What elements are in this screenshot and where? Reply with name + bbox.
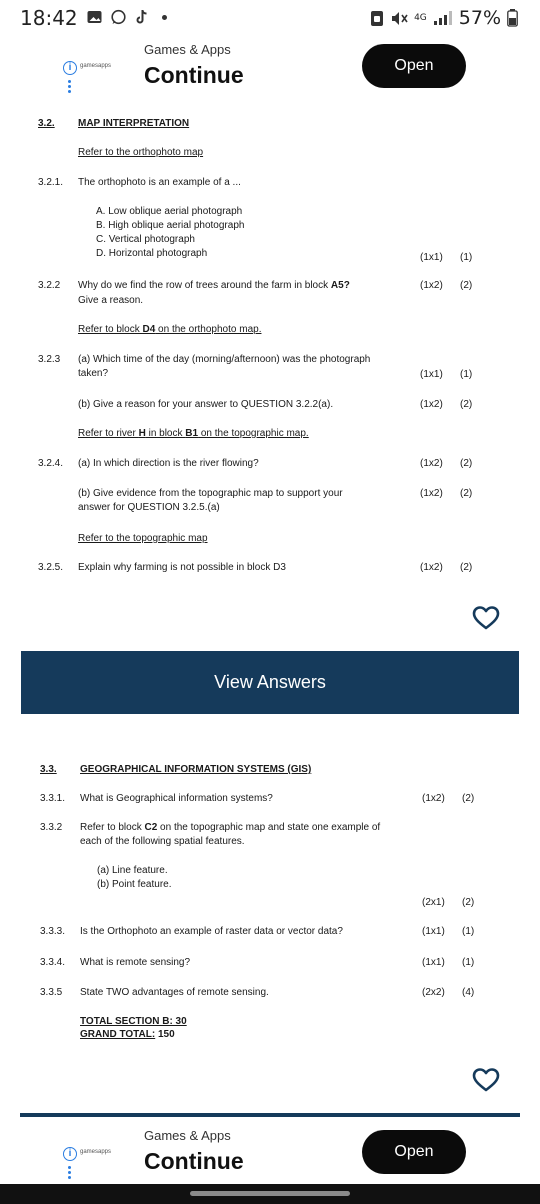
question-text-line2: taken? — [78, 368, 109, 379]
total-marks: (2) — [460, 399, 473, 410]
question-text: (b) Give a reason for your answer to QUESTION 3.2.2(a). — [78, 399, 334, 410]
view-answers-button[interactable]: View Answers — [21, 651, 519, 714]
total-marks: (1) — [460, 369, 473, 380]
lock-screen-icon — [370, 10, 384, 27]
total-marks: (2) — [462, 897, 475, 908]
question-number: 3.2.5. — [38, 562, 64, 573]
total-marks: (2) — [460, 562, 473, 573]
top-ad-banner[interactable] — [60, 34, 480, 98]
more-vertical-icon[interactable] — [68, 80, 71, 95]
ad-source: Games & Apps — [144, 42, 231, 57]
question-paper-section-3-3 — [20, 752, 520, 1052]
question-text: What is remote sensing? — [80, 957, 191, 968]
bottom-ad-banner[interactable] — [60, 1120, 480, 1184]
status-bar — [0, 0, 540, 34]
tiktok-icon — [134, 9, 151, 25]
sub-question-a: (a) Line feature. — [97, 865, 168, 876]
question-number: 3.2.2 — [38, 280, 61, 291]
refer-instruction: Refer to the orthophoto map — [78, 147, 204, 158]
section-title: MAP INTERPRETATION — [78, 118, 190, 129]
question-text: (a) Which time of the day (morning/afternoon) was the photograph — [78, 354, 371, 365]
question-text: What is Geographical information systems? — [80, 793, 273, 804]
option-a: A. Low oblique aerial photograph — [96, 206, 243, 217]
question-text: Refer to block C2 on the topographic map and state one example of — [80, 822, 381, 833]
question-number: 3.2.4. — [38, 458, 64, 469]
battery-percent: 57% — [458, 7, 501, 29]
option-c: C. Vertical photograph — [96, 234, 195, 245]
option-b: B. High oblique aerial photograph — [96, 220, 245, 231]
more-vertical-icon[interactable] — [68, 1166, 71, 1181]
battery-icon — [507, 9, 518, 27]
section-number: 3.2. — [38, 118, 55, 129]
question-text-line2: Give a reason. — [78, 295, 144, 306]
marks: (1x2) — [420, 458, 443, 469]
marks: (1x2) — [422, 793, 445, 804]
option-d: D. Horizontal photograph — [96, 248, 208, 259]
question-number: 3.2.3 — [38, 354, 61, 365]
question-text: The orthophoto is an example of a ... — [78, 177, 241, 188]
total-marks: (1) — [462, 926, 475, 937]
marks: (1x2) — [420, 562, 443, 573]
whatsapp-icon — [110, 9, 127, 25]
question-number: 3.3.2 — [40, 822, 63, 833]
navigation-bar — [0, 1184, 540, 1204]
total-section: TOTAL SECTION B: 30 — [80, 1016, 187, 1027]
section-number: 3.3. — [40, 764, 57, 775]
info-icon[interactable]: i — [63, 1147, 77, 1161]
notification-icons — [86, 9, 167, 25]
refer-instruction: Refer to block D4 on the orthophoto map. — [78, 324, 262, 335]
question-text: State TWO advantages of remote sensing. — [80, 987, 269, 998]
heart-outline-icon[interactable] — [472, 605, 500, 631]
status-time: 18:42 — [20, 6, 78, 30]
info-icon[interactable]: i — [63, 61, 77, 75]
total-marks: (2) — [462, 793, 475, 804]
adchoices-label: gamesapps — [80, 1149, 112, 1155]
heart-outline-icon[interactable] — [472, 1067, 500, 1093]
question-text-line2: each of the following spatial features. — [80, 836, 245, 847]
refer-instruction: Refer to river H in block B1 on the topographic map. — [78, 428, 309, 439]
question-number: 3.2.1. — [38, 177, 64, 188]
question-text: (a) In which direction is the river flowing? — [78, 458, 259, 469]
marks: (1x1) — [422, 926, 445, 937]
marks: (2x1) — [422, 897, 445, 908]
ad-source: Games & Apps — [144, 1128, 231, 1143]
marks: (1x1) — [420, 369, 443, 380]
question-number: 3.3.3. — [40, 926, 66, 937]
question-text-line2: answer for QUESTION 3.2.5.(a) — [78, 502, 220, 513]
question-paper-section-3-2 — [20, 112, 520, 582]
question-number: 3.3.4. — [40, 957, 66, 968]
total-marks: (4) — [462, 987, 475, 998]
gallery-icon — [86, 9, 103, 25]
status-right — [370, 7, 518, 29]
home-gesture-handle[interactable] — [190, 1191, 350, 1196]
question-number: 3.3.1. — [40, 793, 66, 804]
refer-instruction: Refer to the topographic map — [78, 533, 208, 544]
question-text: Why do we find the row of trees around the farm in block A5? — [78, 280, 350, 291]
marks: (1x1) — [420, 252, 443, 263]
total-marks: (2) — [460, 488, 473, 499]
marks: (1x2) — [420, 280, 443, 291]
ad-headline[interactable]: Continue — [144, 1148, 244, 1174]
grand-total: GRAND TOTAL: 150 — [80, 1029, 175, 1040]
network-type: 4G — [414, 12, 427, 23]
mute-icon — [390, 10, 408, 27]
marks: (1x1) — [422, 957, 445, 968]
section-title: GEOGRAPHICAL INFORMATION SYSTEMS (GIS) — [80, 764, 312, 775]
ad-headline[interactable]: Continue — [144, 62, 244, 88]
ad-open-button[interactable]: Open — [362, 44, 466, 88]
content-divider — [20, 1113, 520, 1117]
question-text: Explain why farming is not possible in block D3 — [78, 562, 286, 573]
total-marks: (2) — [460, 280, 473, 291]
signal-icon — [433, 10, 453, 26]
ad-open-button[interactable]: Open — [362, 1130, 466, 1174]
marks: (2x2) — [422, 987, 445, 998]
question-text: Is the Orthophoto an example of raster data or vector data? — [80, 926, 343, 937]
total-marks: (1) — [460, 252, 473, 263]
marks: (1x2) — [420, 488, 443, 499]
sub-question-b: (b) Point feature. — [97, 879, 172, 890]
more-notifications-dot — [162, 15, 167, 20]
marks: (1x2) — [420, 399, 443, 410]
total-marks: (2) — [460, 458, 473, 469]
adchoices-label: gamesapps — [80, 63, 112, 69]
total-marks: (1) — [462, 957, 475, 968]
question-number: 3.3.5 — [40, 987, 63, 998]
question-text: (b) Give evidence from the topographic map to support your — [78, 488, 343, 499]
